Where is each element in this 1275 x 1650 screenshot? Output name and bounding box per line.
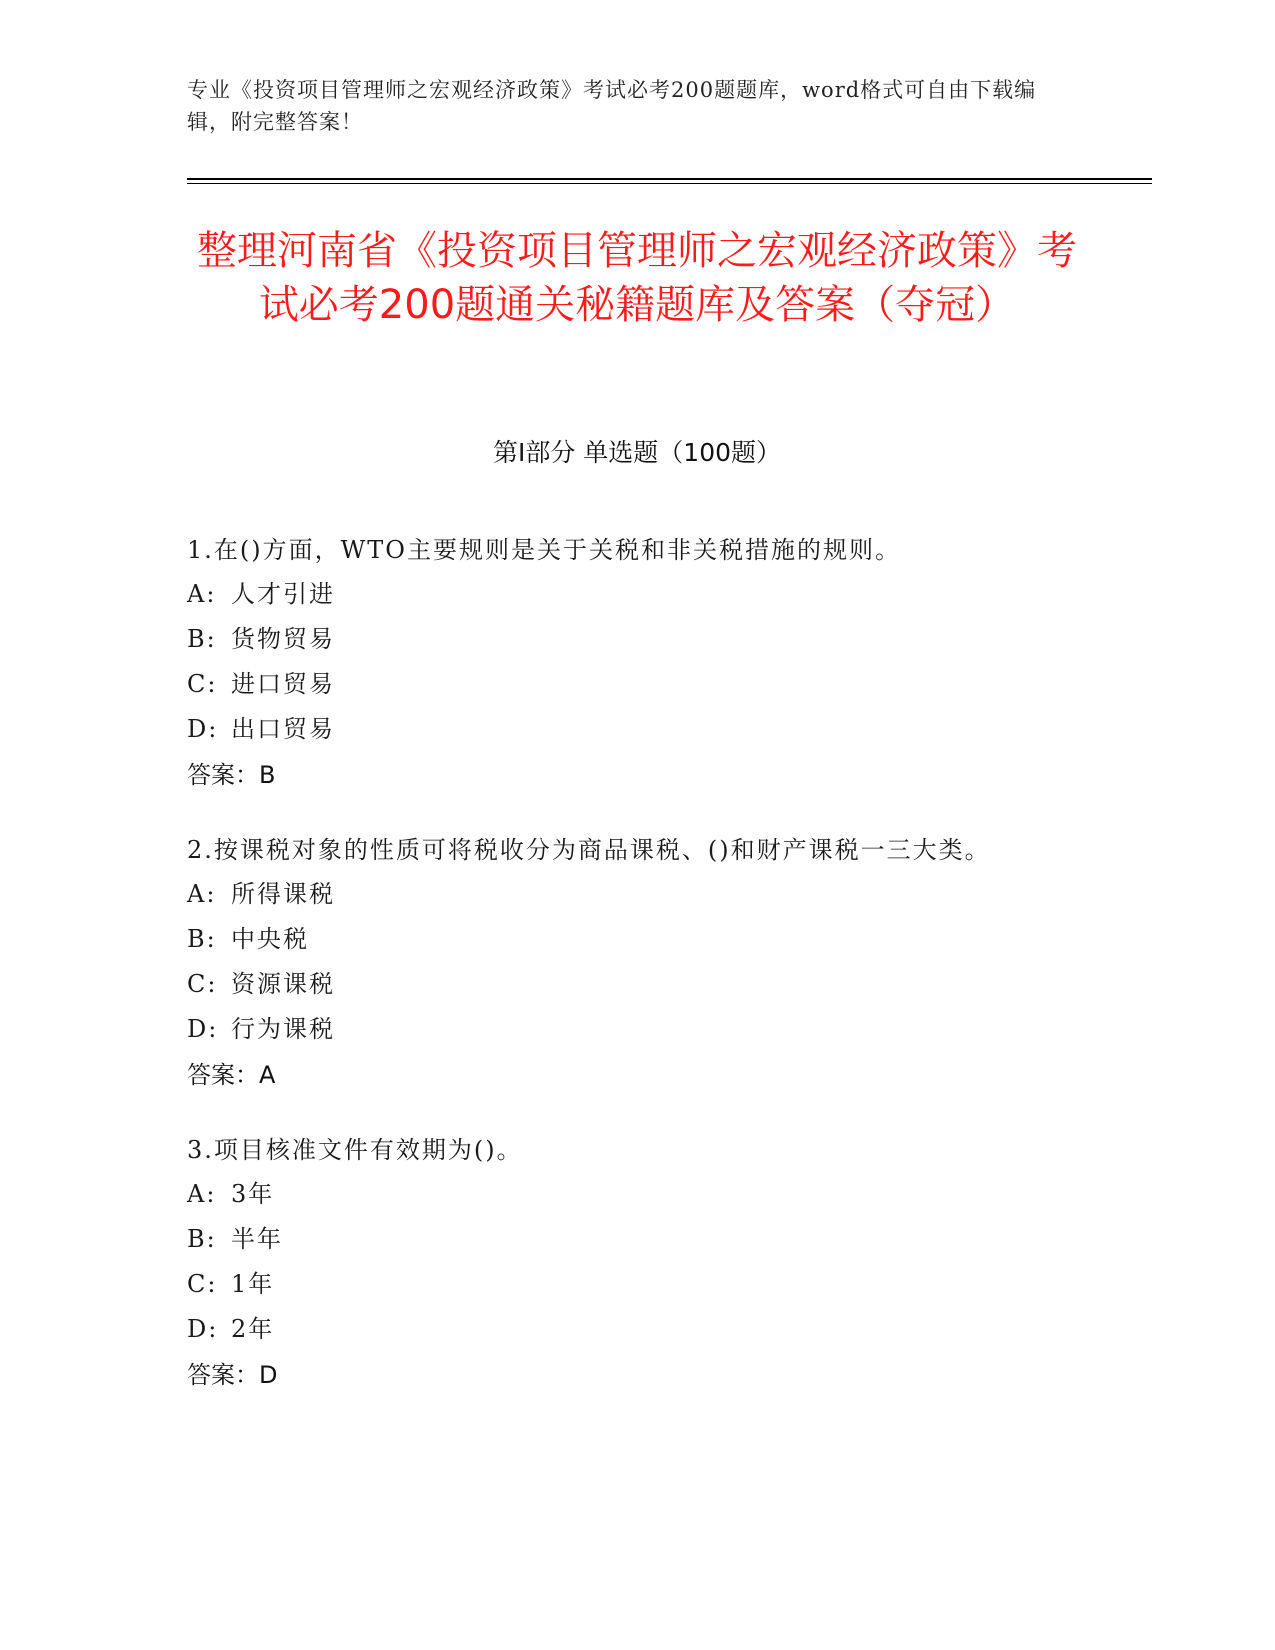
option-letter: B: — [187, 1225, 217, 1253]
question-1 — [187, 528, 1067, 798]
question-stem: 3.项目核准文件有效期为()。 — [187, 1136, 523, 1164]
option-c — [187, 662, 1067, 707]
option-text: 1年 — [231, 1270, 275, 1298]
section-title: 第I部分 单选题（100题） — [492, 438, 782, 467]
option-b — [187, 617, 1067, 662]
question-stem: 1.在()方面，WTO主要规则是关于关税和非关税措施的规则。 — [187, 536, 901, 564]
option-letter: A: — [187, 880, 217, 908]
option-text: 3年 — [231, 1180, 275, 1208]
option-letter: C: — [187, 970, 218, 998]
option-c — [187, 962, 1067, 1007]
option-text: 资源课税 — [231, 970, 335, 998]
option-letter: D: — [187, 715, 219, 743]
document-title: 整理河南省《投资项目管理师之宏观经济政策》考试必考200题通关秘籍题库及答案（夺冠） — [197, 228, 1077, 328]
option-letter: D: — [187, 1315, 219, 1343]
option-letter: C: — [187, 1270, 218, 1298]
option-text: 半年 — [231, 1225, 283, 1253]
option-letter: A: — [187, 1180, 217, 1208]
option-letter: D: — [187, 1015, 219, 1043]
option-text: 2年 — [231, 1315, 275, 1343]
option-d — [187, 1007, 1067, 1052]
option-text: 行为课税 — [231, 1015, 335, 1043]
option-letter: A: — [187, 580, 217, 608]
option-a — [187, 572, 1067, 617]
option-text: 进口贸易 — [231, 670, 335, 698]
option-letter: B: — [187, 925, 217, 953]
question-list — [187, 528, 1067, 1428]
option-d — [187, 707, 1067, 752]
question-answer: 答案：B — [187, 761, 276, 789]
option-text: 中央税 — [231, 925, 309, 953]
option-a — [187, 872, 1067, 917]
header-rule-thin — [187, 183, 1152, 184]
option-letter: B: — [187, 625, 217, 653]
option-text: 所得课税 — [231, 880, 335, 908]
question-3 — [187, 1128, 1067, 1398]
option-c — [187, 1262, 1067, 1307]
question-stem: 2.按课税对象的性质可将税收分为商品课税、()和财产课税一三大类。 — [187, 836, 991, 864]
option-letter: C: — [187, 670, 218, 698]
option-d — [187, 1307, 1067, 1352]
header-rule-thick — [187, 178, 1152, 180]
header-note: 专业《投资项目管理师之宏观经济政策》考试必考200题题库，word格式可自由下载编辑，附完整答案！ — [187, 78, 1037, 134]
option-text: 货物贸易 — [231, 625, 335, 653]
question-answer: 答案：A — [187, 1061, 276, 1089]
option-b — [187, 917, 1067, 962]
option-text: 人才引进 — [231, 580, 335, 608]
question-2 — [187, 828, 1067, 1098]
option-a — [187, 1172, 1067, 1217]
option-b — [187, 1217, 1067, 1262]
question-answer: 答案：D — [187, 1361, 278, 1389]
option-text: 出口贸易 — [231, 715, 335, 743]
